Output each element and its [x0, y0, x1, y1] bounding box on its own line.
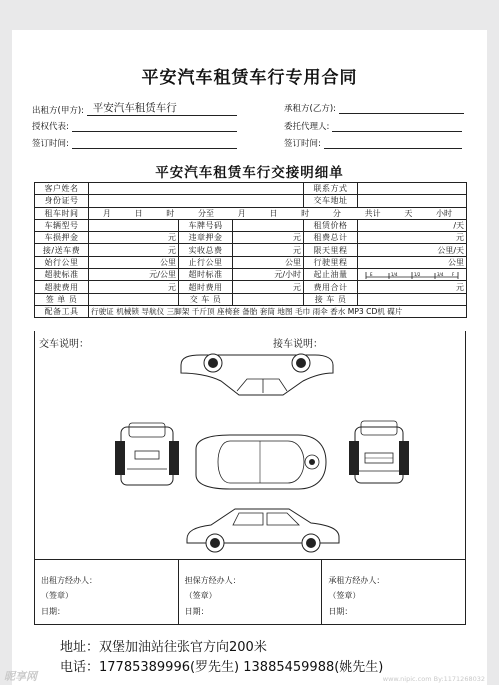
lessee-field[interactable] — [339, 104, 464, 114]
lessee-label: 承租方(乙方): — [284, 104, 336, 114]
table-row — [35, 281, 467, 293]
violation-deposit-cell[interactable]: 元 — [233, 232, 304, 244]
rent-time-label: 租车时间 — [35, 207, 89, 219]
car-front-icon[interactable] — [347, 419, 411, 491]
car-model-label: 车辆型号 — [35, 219, 89, 231]
table-row — [35, 293, 467, 305]
actual-total-label: 实收总费 — [179, 244, 233, 256]
car-rear-icon[interactable] — [113, 421, 181, 491]
rent-time-cell[interactable] — [89, 207, 467, 219]
over-time-fee-cell[interactable]: 元 — [233, 281, 304, 293]
guarantor-signature[interactable] — [178, 560, 322, 624]
lessor-signer-title: 出租方经办人： — [41, 576, 97, 585]
fuel-mark-e: E — [370, 271, 373, 277]
lessor-signature[interactable] — [35, 560, 178, 624]
actual-total-cell[interactable]: 元 — [233, 244, 304, 256]
table-row — [35, 207, 467, 219]
id-number-cell[interactable] — [89, 195, 304, 207]
start-km-cell[interactable]: 公里 — [89, 256, 179, 268]
unit-days: 天 — [404, 208, 413, 218]
deliverer-label: 交 车 员 — [179, 293, 233, 305]
agent-field[interactable] — [72, 122, 237, 132]
sign-time-row-left — [32, 137, 237, 149]
agent-label: 授权代表: — [32, 122, 69, 132]
lessor-label: 出租方(甲方): — [32, 106, 84, 116]
table-row — [35, 244, 467, 256]
lessee-signer-title: 承租方经办人： — [328, 576, 385, 585]
table-row — [35, 219, 467, 231]
lessee-date: 日期： — [328, 607, 353, 616]
watermark-text: www.nipic.com By:1171268032 — [382, 675, 485, 683]
unit-hours: 小时 — [436, 208, 453, 218]
over-time-fee-label: 超时费用 — [179, 281, 233, 293]
receiver-cell[interactable] — [358, 293, 467, 305]
table-row — [35, 232, 467, 244]
sign-time-label-right: 签订时间: — [284, 139, 321, 149]
unit-minute-end: 分 — [332, 208, 341, 218]
guarantor-signer-title: 担保方经办人： — [184, 576, 241, 585]
fuel-label: 起止油量 — [304, 269, 358, 281]
stop-km-cell[interactable]: 公里 — [233, 256, 304, 268]
lessor-field[interactable] — [87, 100, 237, 116]
over-km-std-cell[interactable]: 元/公里 — [89, 269, 179, 281]
id-number-label: 身份证号 — [35, 195, 89, 207]
rent-price-cell[interactable]: /天 — [358, 219, 467, 231]
footer-phone: 电话：17785389996(罗先生) 13885459988(姚先生) — [60, 660, 384, 675]
signer-cell[interactable] — [89, 293, 179, 305]
sign-time-field-right[interactable] — [324, 139, 462, 149]
fuel-mark-half: 1/2 — [414, 271, 421, 277]
proxy-row — [284, 120, 462, 132]
delivery-note-label: 交车说明： — [39, 339, 89, 350]
fuel-gauge-cell[interactable] — [358, 269, 467, 281]
contact-label: 联系方式 — [304, 183, 358, 195]
watermark-logo: 昵享网 — [4, 670, 37, 683]
footer-address: 地址：双堡加油站往张官方向200米 — [60, 640, 267, 655]
table-row — [35, 195, 467, 207]
car-side-top-icon[interactable] — [175, 351, 337, 399]
sign-time-row-right — [284, 137, 462, 149]
over-time-std-cell[interactable]: 元/小时 — [233, 269, 304, 281]
driven-km-cell[interactable]: 公里 — [358, 256, 467, 268]
plate-cell[interactable] — [233, 219, 304, 231]
sign-time-field-left[interactable] — [72, 139, 237, 149]
delivery-fee-label: 接/送车费 — [35, 244, 89, 256]
stop-km-label: 止行公里 — [179, 256, 233, 268]
lessor-seal: （签章） — [41, 591, 73, 600]
fuel-gauge-icon — [362, 270, 462, 280]
table-row — [35, 269, 467, 281]
start-km-label: 始行公里 — [35, 256, 89, 268]
unit-minute-to: 分至 — [198, 208, 215, 218]
lessee-seal: （签章） — [328, 591, 361, 600]
handover-subtitle: 平安汽车租赁车行交接明细单 — [155, 165, 344, 181]
table-row — [35, 256, 467, 268]
over-km-fee-label: 超驶费用 — [35, 281, 89, 293]
guarantor-date: 日期： — [184, 607, 209, 616]
table-row — [35, 305, 467, 317]
delivery-address-label: 交车地址 — [304, 195, 358, 207]
driven-km-label: 行驶里程 — [304, 256, 358, 268]
lessor-row — [32, 100, 237, 116]
unit-day-start: 日 — [134, 208, 143, 218]
receiver-label: 接 车 员 — [304, 293, 358, 305]
lessee-row — [284, 102, 464, 114]
deliverer-cell[interactable] — [233, 293, 304, 305]
contract-page — [4, 30, 487, 685]
fuel-mark-full: F — [452, 271, 455, 277]
sign-time-label-left: 签订时间: — [32, 139, 69, 149]
car-side-bottom-icon[interactable] — [183, 499, 343, 555]
lessee-signature[interactable] — [321, 560, 465, 624]
damage-deposit-label: 车损押金 — [35, 232, 89, 244]
rent-total-label: 租费总计 — [304, 232, 358, 244]
unit-hour-start: 时 — [166, 208, 175, 218]
equipment-label: 配备工具 — [35, 305, 89, 317]
lessor-date: 日期： — [41, 607, 65, 616]
unit-day-end: 日 — [269, 208, 278, 218]
signer-label: 签 单 员 — [35, 293, 89, 305]
fuel-mark-three-quarter: 3/4 — [437, 271, 444, 277]
limit-km-cell[interactable]: 公里/天 — [358, 244, 467, 256]
over-km-std-label: 超驶标准 — [35, 269, 89, 281]
rent-time-units — [91, 208, 464, 219]
fee-total-cell[interactable]: 元 — [358, 281, 467, 293]
fuel-mark-quarter: 1/4 — [391, 271, 398, 277]
damage-deposit-cell[interactable]: 元 — [89, 232, 179, 244]
violation-deposit-label: 违章押金 — [179, 232, 233, 244]
agent-row — [32, 120, 237, 132]
over-km-fee-cell[interactable]: 元 — [89, 281, 179, 293]
receive-note-label: 接车说明： — [273, 339, 323, 350]
equipment-list[interactable]: 行驶证 机械锁 导航仪 三脚架 千斤顶 座椅套 备胎 套筒 地图 毛巾 雨伞 香水 MP3 CD机 碟片 — [89, 305, 467, 317]
limit-km-label: 限天里程 — [304, 244, 358, 256]
unit-hour-end: 时 — [301, 208, 310, 218]
proxy-label: 委托代理人: — [284, 122, 330, 132]
contact-cell[interactable] — [358, 183, 467, 195]
handover-table — [34, 182, 467, 318]
lessor-value: 平安汽车租赁车行 — [92, 102, 177, 114]
plate-label: 车牌号码 — [179, 219, 233, 231]
unit-month-end: 月 — [237, 208, 246, 218]
delivery-address-cell[interactable] — [358, 195, 467, 207]
car-model-cell[interactable] — [89, 219, 179, 231]
proxy-field[interactable] — [332, 122, 462, 132]
customer-name-cell[interactable] — [89, 183, 304, 195]
rent-price-label: 租赁价格 — [304, 219, 358, 231]
guarantor-seal: （签章） — [184, 591, 217, 600]
rent-total-cell[interactable]: 元 — [358, 232, 467, 244]
car-top-view-icon[interactable] — [190, 431, 330, 493]
over-time-std-label: 超时标准 — [179, 269, 233, 281]
table-row — [35, 183, 467, 195]
signature-section — [34, 559, 466, 625]
vehicle-inspection-area — [34, 331, 466, 560]
delivery-fee-cell[interactable]: 元 — [89, 244, 179, 256]
customer-name-label: 客户姓名 — [35, 183, 89, 195]
unit-month-start: 月 — [102, 208, 111, 218]
unit-total: 共计 — [364, 208, 381, 218]
fee-total-label: 费用合计 — [304, 281, 358, 293]
contract-title: 平安汽车租赁车行专用合同 — [141, 68, 358, 88]
